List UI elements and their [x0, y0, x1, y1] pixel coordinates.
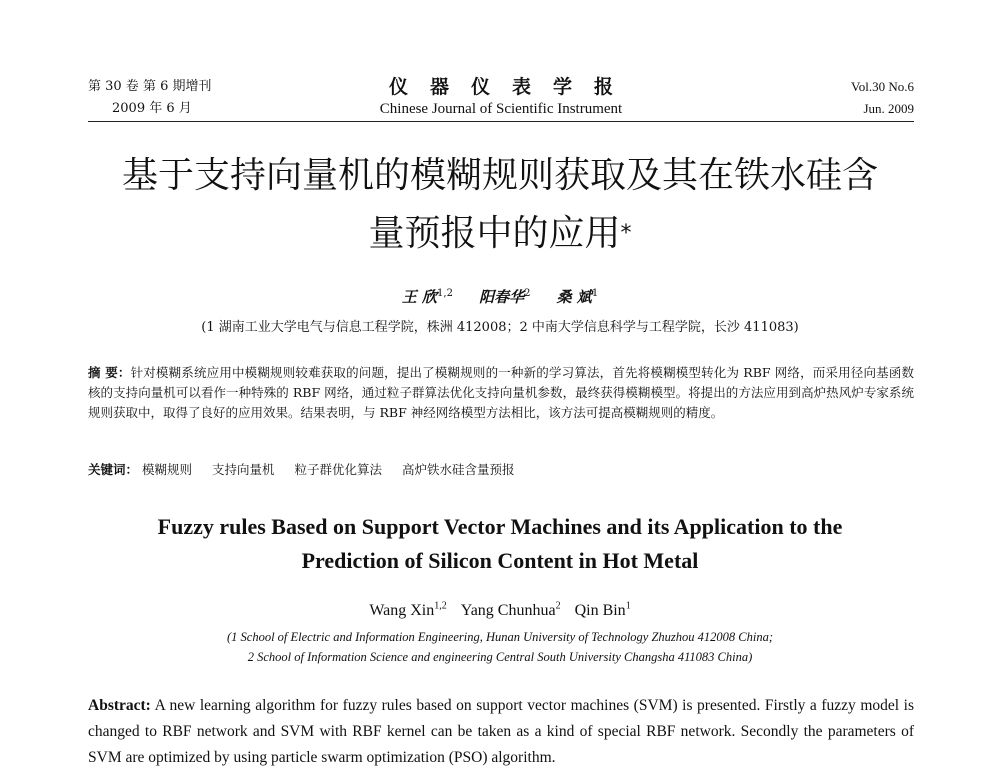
header-journal: [88, 72, 914, 118]
affiliation-en: [0, 627, 1000, 667]
author-en: Yang Chunhua$^2$: [460, 601, 561, 620]
affiliation-en-line2: 2 School of Information Science and engineering Central South University Changsha 411083 China): [247, 650, 753, 664]
abstract-cn-label: 摘 要：: [88, 365, 131, 380]
affiliation-cn: (1 湖南工业大学电气与信息工程学院，株洲 412008；2 中南大学信息科学与工程学院，长沙 411083): [201, 320, 799, 335]
author-cn: 王 欣: [401, 288, 438, 306]
keyword: 高炉铁水硅含量预报: [402, 462, 515, 477]
abstract-cn: [88, 363, 914, 423]
title-cn-line1: 基于支持向量机的模糊规则获取及其在铁水硅含: [121, 155, 878, 196]
keyword: 模糊规则: [142, 462, 193, 477]
abstract-en-label: Abstract:: [88, 697, 151, 714]
title-cn-line2: 量预报中的应用*: [368, 213, 632, 254]
header-rule: [88, 121, 914, 122]
title-en-line2: Prediction of Silicon Content in Hot Metal: [301, 548, 699, 573]
header-issue-info: [851, 76, 914, 120]
abstract-en-text: A new learning algorithm for fuzzy rules based on support vector machines (SVM) is presented. Firstly a fuzzy model is changed to RBF network and SVM with RBF kernel can be taken as a kind of special RBF network. Secondly the parameters of SVM are optimized by using particle swarm optimization (PSO) algorithm.: [88, 697, 914, 766]
keywords-cn-label: 关键词：: [88, 462, 139, 477]
header-date-en: Jun. 2009: [863, 101, 914, 116]
author-cn: 阳春华: [479, 288, 525, 306]
journal-name-cn: 仪器仪表学报: [388, 76, 635, 98]
abstract-en: [88, 693, 914, 771]
header-vol-no: Vol.30 No.6: [851, 79, 914, 94]
running-header: [88, 76, 914, 122]
authors-en: [0, 601, 1000, 620]
keyword: 支持向量机: [212, 462, 275, 477]
author-en: Wang Xin$^{1,2}$: [369, 601, 447, 620]
header-volume: 第 30 卷 第 6 期增刊: [88, 79, 212, 94]
journal-name-en: Chinese Journal of Scientific Instrument: [379, 101, 623, 117]
author-en: Qin Bin$^1$: [574, 601, 631, 620]
title-en-line1: Fuzzy rules Based on Support Vector Machines and its Application to the: [157, 514, 843, 539]
keywords-cn: [88, 460, 914, 480]
title-cn: [60, 147, 940, 263]
keyword: 粒子群优化算法: [294, 462, 383, 477]
title-en: [60, 510, 940, 578]
authors-cn: 王 欣$^{1,2}$ 阳春华$^2$ 桑 斌$^1$: [401, 288, 599, 306]
abstract-cn-text: 针对模糊系统应用中模糊规则较难获取的问题，提出了模糊规则的一种新的学习算法，首先将模糊模型转化为 RBF 网络，而采用径向基函数核的支持向量机可以看作一种特殊的 RBF 网络，通过粒子群算法优化支持向量机参数，最终获得模糊模型。将提出的方法应用到高炉热风炉专家系统规则获取中，取得了良好的应用效果。结果表明，与 RBF 神经网络模型方法相比，该方法可提高模糊规则的精度。: [88, 365, 914, 420]
affiliation-en-line1: (1 School of Electric and Information Engineering, Hunan University of Technology Zhuzhou 412008 China;: [226, 630, 773, 644]
header-date-cn: 2009 年 6 月: [112, 101, 192, 116]
author-cn: 桑 斌: [556, 288, 592, 306]
footnote-mark: *: [620, 221, 632, 246]
